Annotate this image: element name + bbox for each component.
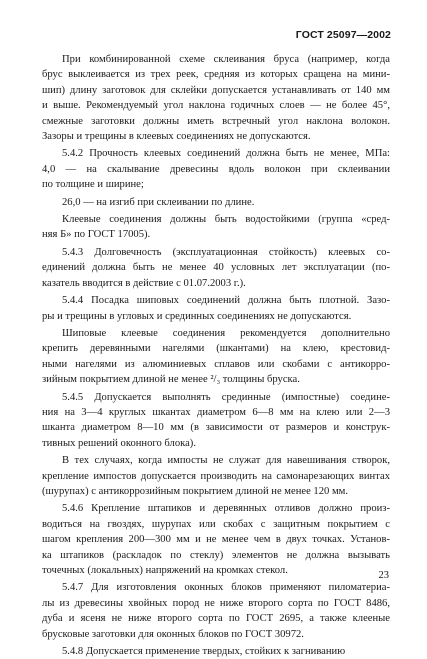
text-line: дуба и ясеня не ниже второго сорта по ГОСТ 2695, а также клееные (42, 613, 390, 625)
text-line: ры и трещины в угловых и срединных соединениях не допускаются. (42, 310, 352, 322)
text-line: ными нагелями из алюминиевых сплавов или скобами с антикорро- (42, 358, 390, 370)
text-line: 5.4.5 Допускается выполнять срединные (импостные) соедине- (62, 391, 390, 403)
paragraph (42, 453, 390, 499)
text-line: по толщине и ширине; (42, 179, 144, 191)
text-line: казатель вводится в действие с 01.07.2003 г.). (42, 277, 246, 289)
text-line: тивных решений оконного блока). (42, 437, 196, 449)
text-line: 5.4.3 Долговечность (эксплуатационная стойкость) клеевых со- (62, 246, 390, 258)
paragraph (42, 212, 390, 243)
text-line: няя Б» по ГОСТ 17005). (42, 229, 151, 241)
text-line: 5.4.8 Допускается применение твердых, стойких к загниванию (62, 646, 346, 658)
paragraph (42, 293, 390, 324)
text-line: точечных (локальных) напряжений на кромках стекол. (42, 565, 288, 576)
text-line: и выше. Рекомендуемый угол наклона годичных слоев — не более 45°, (42, 100, 390, 112)
text-line: крепление импостов допускается производить на самонарезающих винтах (42, 470, 390, 482)
text-line: 5.4.4 Посадка шиповых соединений должна быть плотной. Зазо- (62, 295, 390, 307)
text-line: лы из древесины хвойных пород не ниже второго сорта по ГОСТ 8486, (42, 597, 390, 609)
paragraph (42, 146, 390, 192)
text-line: шканта диаметром 8—10 мм (в зависимости от размеров и конструк- (42, 422, 390, 434)
paragraph (42, 326, 390, 388)
text-line: В тех случаях, когда импосты не служат для навешивания створок, (62, 455, 390, 467)
text-line: 5.4.7 Для изготовления оконных блоков применяют пиломатериа- (62, 582, 390, 594)
text-line: 5.4.2 Прочность клеевых соединений должна быть не менее, МПа: (62, 148, 390, 160)
text-line: водиться на гвоздях, шурупах или скобах с защитным покрытием с (42, 518, 390, 530)
text-line: брусковые заготовки для оконных блоков по ГОСТ 30972. (42, 628, 304, 640)
paragraph (42, 580, 390, 642)
text-line: Зазоры и трещины в клеевых соединениях не допускаются. (42, 131, 311, 143)
paragraph (42, 245, 390, 291)
text-line: брус выклеивается из трех реек, средняя из которых сращена на мини- (42, 69, 390, 81)
body-text (42, 52, 390, 659)
standard-header: ГОСТ 25097—2002 (295, 29, 391, 41)
paragraph (42, 390, 390, 452)
text-line: ка штапиков (раскладок по стеклу) элементов не должна вызывать (42, 549, 390, 561)
text-line: (шурупах) с антикоррозийным покрытием длиной не менее 120 мм. (42, 485, 349, 497)
text-line: ния на 3—4 круглых шкантах диаметром 6—8 мм на клею или 2—3 (42, 406, 390, 418)
paragraph (42, 52, 390, 144)
paragraph (42, 644, 390, 659)
paragraph (42, 501, 390, 578)
text-line: крепить деревянными нагелями (шкантами) на клею, крестовид- (42, 343, 390, 355)
text-line: Клеевые соединения должны быть водостойкими (группа «сред- (62, 214, 390, 226)
page-number: 23 (378, 570, 389, 581)
text-line: 26,0 — на изгиб при склеивании по длине. (62, 196, 255, 208)
text-line: шагом крепления 200—300 мм и не менее чем в двух точках. Установ- (42, 534, 390, 546)
text-line: Шиповые клеевые соединения рекомендуется дополнительно (62, 327, 390, 339)
text-line: 4,0 — на скалывание древесины вдоль волокон при склеивании (42, 163, 390, 175)
text-line: единений должна быть не менее 40 условных лет эксплуатации (по- (42, 262, 390, 274)
text-line: зийным покрытием длиной не менее ²/₃ толщины бруска. (42, 374, 300, 386)
paragraph (42, 195, 390, 210)
text-line: смежные заготовки должны иметь встречный угол наклона волокон. (42, 115, 390, 127)
text-line: При комбинированной схеме склеивания бруса (например, когда (62, 54, 390, 65)
text-line: 5.4.6 Крепление штапиков и деревянных отливов должно произ- (62, 503, 390, 515)
text-line: шип) длину заготовок для склейки допускается устанавливать от 140 мм (42, 84, 390, 96)
